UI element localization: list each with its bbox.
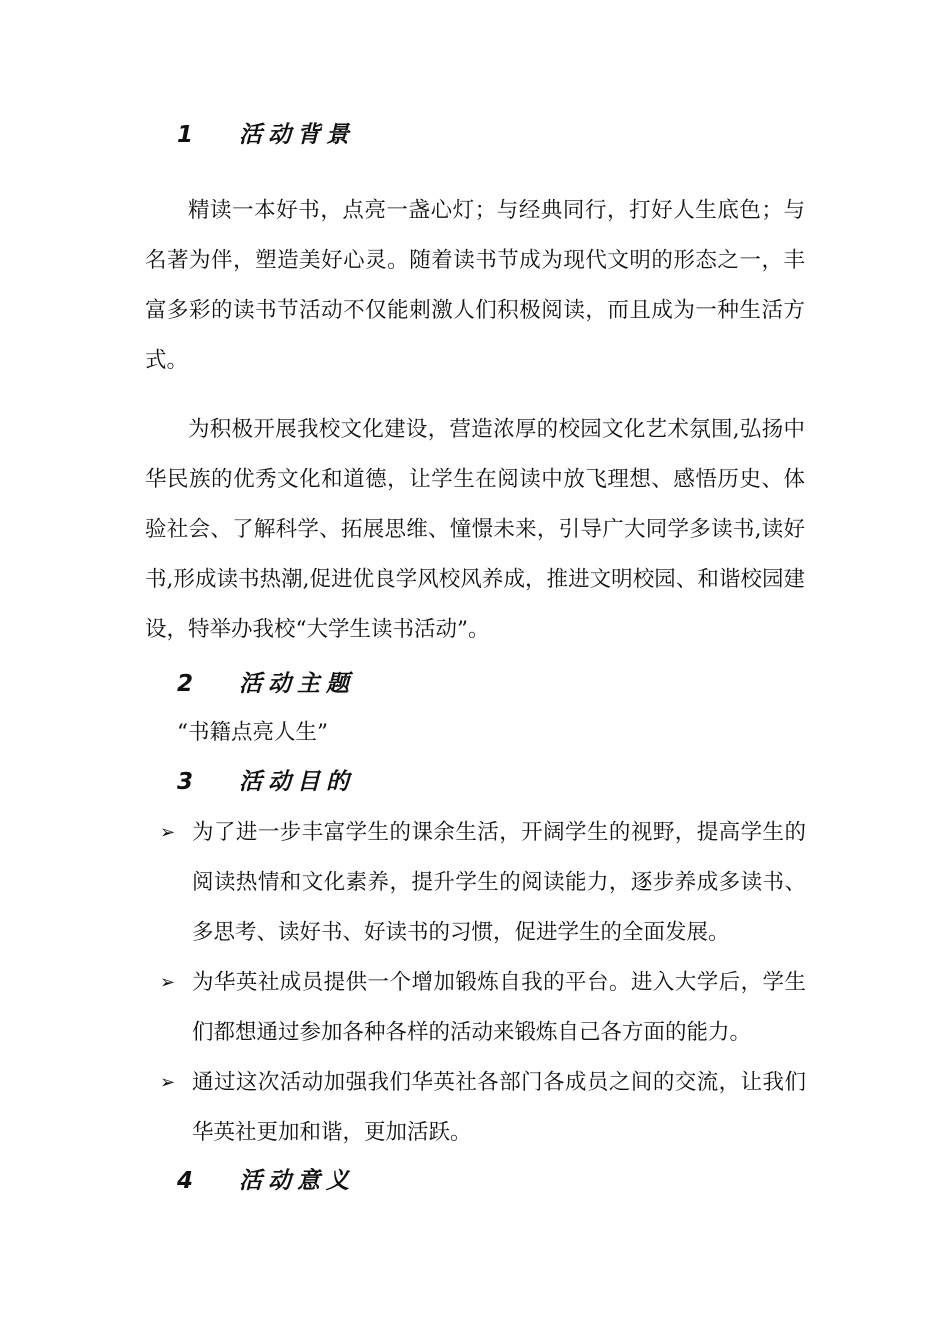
background-paragraph-2: 为积极开展我校文化建设，营造浓厚的校园文化艺术氛围,弘扬中华民族的优秀文化和道德，让学生在阅读中放飞理想、感悟历史、体验社会、了解科学、拓展思维、憧憬未来，引导广大同学多读书,读好书,形成读书热潮,促进优良学风校风养成，推进文明校园、和谐校园建设，特举办我校“大学生读书活动”。 — [145, 417, 805, 642]
arrow-bullet-icon: ➢ — [160, 1072, 176, 1093]
section-number: 3 — [177, 769, 200, 795]
section-title: 活动目的 — [239, 769, 355, 795]
section-heading-background — [177, 116, 355, 149]
arrow-bullet-icon: ➢ — [160, 822, 176, 843]
goal-item — [160, 958, 810, 1058]
goal-item-text: 通过这次活动加强我们华英社各部门各成员之间的交流，让我们华英社更加和谐，更加活跃。 — [192, 1070, 806, 1145]
section-title: 活动主题 — [239, 671, 355, 697]
goal-item — [160, 808, 810, 958]
section-title: 活动背景 — [239, 122, 355, 148]
section-heading-significance — [177, 1162, 355, 1195]
section-number: 4 — [177, 1168, 200, 1194]
section-title: 活动意义 — [239, 1168, 355, 1194]
section-number: 2 — [177, 671, 200, 697]
goal-item-text: 为了进一步丰富学生的课余生活，开阔学生的视野，提高学生的阅读热情和文化素养，提升学生的阅读能力，逐步养成多读书、多思考、读好书、好读书的习惯，促进学生的全面发展。 — [192, 820, 806, 945]
section-heading-theme — [177, 665, 355, 698]
section-number: 1 — [177, 122, 200, 148]
theme-text: “书籍点亮人生” — [177, 720, 328, 745]
goal-item-text: 为华英社成员提供一个增加锻炼自我的平台。进入大学后，学生们都想通过参加各种各样的活动来锻炼自己各方面的能力。 — [192, 970, 806, 1045]
background-paragraph-1: 精读一本好书，点亮一盏心灯；与经典同行，打好人生底色；与名著为伴，塑造美好心灵。随着读书节成为现代文明的形态之一，丰富多彩的读书节活动不仅能刺激人们积极阅读，而且成为一种生活方式。 — [145, 198, 805, 373]
section-heading-goals — [177, 763, 355, 796]
goal-item — [160, 1058, 810, 1158]
arrow-bullet-icon: ➢ — [160, 972, 176, 993]
